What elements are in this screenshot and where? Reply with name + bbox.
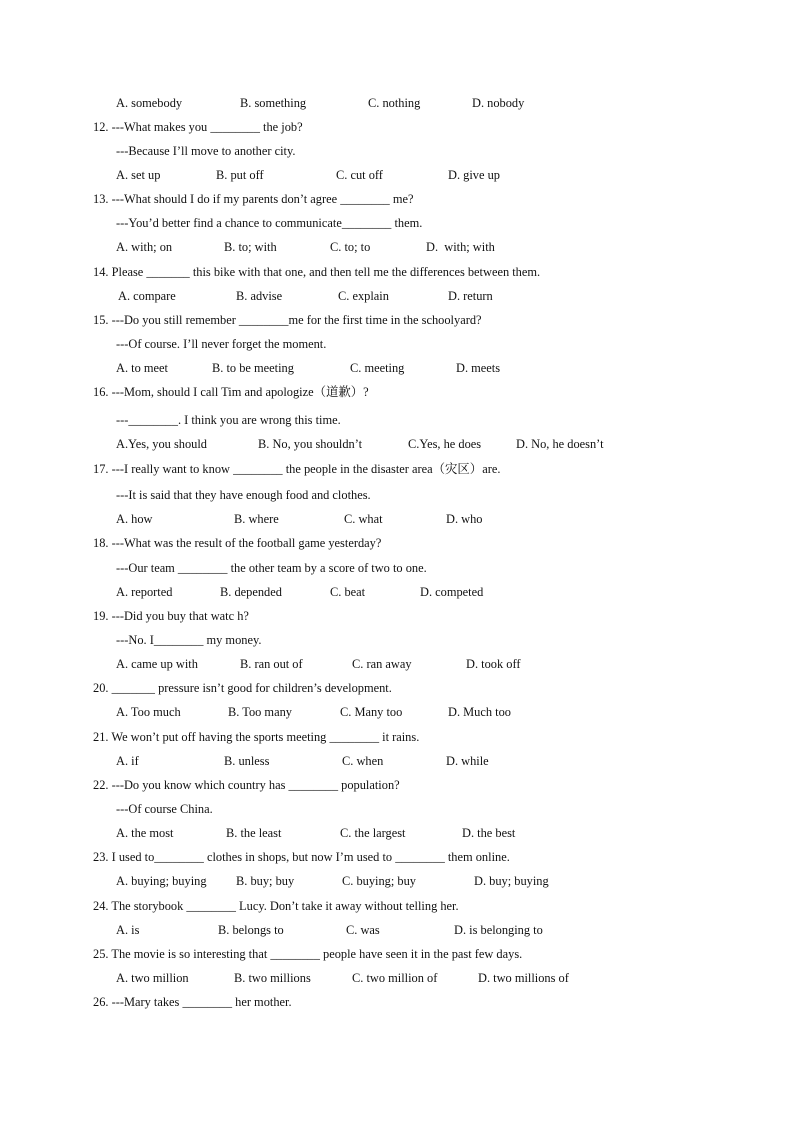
q18-option-b: B. depended bbox=[220, 585, 282, 599]
q25-text: The movie is so interesting that ________ people have seen it in the past few days. bbox=[111, 947, 523, 961]
q14-text: Please _______ this bike with that one, and then tell me the differences between them. bbox=[111, 265, 541, 279]
q15-option-b: B. to be meeting bbox=[212, 361, 294, 375]
q19-option-b: B. ran out of bbox=[240, 657, 303, 671]
q24-stem bbox=[93, 898, 459, 914]
q12-option-c: C. cut off bbox=[336, 168, 383, 182]
q15-option-d: D. meets bbox=[456, 361, 501, 375]
q15-option-a: A. to meet bbox=[116, 361, 168, 375]
q13-option-d: D. with; with bbox=[426, 240, 495, 254]
q20-option-a: A. Too much bbox=[116, 705, 181, 719]
q17-option-c: C. what bbox=[344, 512, 383, 526]
q11-option-a: A. somebody bbox=[116, 96, 183, 110]
q19-reply: ---No. I________ my money. bbox=[116, 633, 262, 647]
q13-reply: ---You’d better find a chance to communicate________ them. bbox=[116, 216, 423, 230]
q17-option-d: D. who bbox=[446, 512, 483, 526]
q23-number: 23. bbox=[93, 850, 109, 864]
q25-stem bbox=[93, 946, 522, 962]
q21-option-a: A. if bbox=[116, 754, 139, 768]
q14-stem bbox=[93, 264, 540, 280]
q18-reply: ---Our team ________ the other team by a score of two to one. bbox=[116, 561, 427, 575]
q18-option-d: D. competed bbox=[420, 585, 484, 599]
q11-option-b: B. something bbox=[240, 96, 307, 110]
q17-text: ---I really want to know ________ the people in the disaster area（灾区）are. bbox=[111, 462, 501, 476]
q21-option-b: B. unless bbox=[224, 754, 270, 768]
q11-option-d: D. nobody bbox=[472, 96, 525, 110]
q12-text: ---What makes you ________ the job? bbox=[111, 120, 303, 134]
q21-number: 21. bbox=[93, 730, 109, 744]
q15-reply: ---Of course. I’ll never forget the moment. bbox=[116, 337, 327, 351]
q24-option-c: C. was bbox=[346, 923, 380, 937]
q12-option-a: A. set up bbox=[116, 168, 161, 182]
q17-reply: ---It is said that they have enough food and clothes. bbox=[116, 488, 371, 502]
q24-option-a: A. is bbox=[116, 923, 140, 937]
q25-option-d: D. two millions of bbox=[478, 971, 569, 985]
q25-number: 25. bbox=[93, 947, 109, 961]
q22-option-a: A. the most bbox=[116, 826, 174, 840]
q22-stem bbox=[93, 777, 400, 793]
q13-text: ---What should I do if my parents don’t agree ________ me? bbox=[111, 192, 414, 206]
q20-option-d: D. Much too bbox=[448, 705, 511, 719]
q15-option-c: C. meeting bbox=[350, 361, 405, 375]
q13-option-b: B. to; with bbox=[224, 240, 277, 254]
q17-number: 17. bbox=[93, 462, 109, 476]
q20-stem bbox=[93, 680, 392, 696]
q11-option-c: C. nothing bbox=[368, 96, 421, 110]
q15-number: 15. bbox=[93, 313, 109, 327]
q14-option-b: B. advise bbox=[236, 289, 283, 303]
q24-option-d: D. is belonging to bbox=[454, 923, 543, 937]
q16-option-b: B. No, you shouldn’t bbox=[258, 437, 363, 451]
q23-text: I used to________ clothes in shops, but now I’m used to ________ them online. bbox=[111, 850, 510, 864]
q12-reply: ---Because I’ll move to another city. bbox=[116, 144, 296, 158]
q19-option-d: D. took off bbox=[466, 657, 521, 671]
q16-option-c: C.Yes, he does bbox=[408, 437, 482, 451]
q16-text: ---Mom, should I call Tim and apologize（道歉）? bbox=[111, 385, 369, 399]
q24-text: The storybook ________ Lucy. Don’t take it away without telling her. bbox=[111, 899, 459, 913]
q26-number: 26. bbox=[93, 995, 109, 1009]
q21-text: We won’t put off having the sports meeting ________ it rains. bbox=[111, 730, 420, 744]
q22-option-b: B. the least bbox=[226, 826, 282, 840]
q18-option-c: C. beat bbox=[330, 585, 366, 599]
q26-text: ---Mary takes ________ her mother. bbox=[111, 995, 292, 1009]
q19-option-c: C. ran away bbox=[352, 657, 412, 671]
q19-number: 19. bbox=[93, 609, 109, 623]
q12-stem bbox=[93, 119, 303, 135]
q23-option-a: A. buying; buying bbox=[116, 874, 207, 888]
q12-option-d: D. give up bbox=[448, 168, 500, 182]
q22-option-c: C. the largest bbox=[340, 826, 406, 840]
q16-option-d: D. No, he doesn’t bbox=[516, 437, 604, 451]
q25-option-c: C. two million of bbox=[352, 971, 438, 985]
q16-reply: ---________. I think you are wrong this time. bbox=[116, 413, 341, 427]
q20-number: 20. bbox=[93, 681, 109, 695]
q25-option-a: A. two million bbox=[116, 971, 189, 985]
q19-stem bbox=[93, 608, 249, 624]
q20-option-c: C. Many too bbox=[340, 705, 403, 719]
q20-option-b: B. Too many bbox=[228, 705, 292, 719]
q15-stem bbox=[93, 312, 482, 328]
q14-option-d: D. return bbox=[448, 289, 493, 303]
q13-option-c: C. to; to bbox=[330, 240, 371, 254]
q22-option-d: D. the best bbox=[462, 826, 516, 840]
q14-number: 14. bbox=[93, 265, 109, 279]
q17-option-b: B. where bbox=[234, 512, 279, 526]
q23-option-b: B. buy; buy bbox=[236, 874, 295, 888]
q16-option-a: A.Yes, you should bbox=[116, 437, 207, 451]
q21-option-c: C. when bbox=[342, 754, 384, 768]
q22-text: ---Do you know which country has ________ population? bbox=[111, 778, 400, 792]
q13-option-a: A. with; on bbox=[116, 240, 173, 254]
q19-text: ---Did you buy that watc h? bbox=[111, 609, 249, 623]
q16-number: 16. bbox=[93, 385, 109, 399]
q18-text: ---What was the result of the football game yesterday? bbox=[111, 536, 382, 550]
q18-number: 18. bbox=[93, 536, 109, 550]
q14-option-a: A. compare bbox=[118, 289, 176, 303]
q14-option-c: C. explain bbox=[338, 289, 389, 303]
q22-number: 22. bbox=[93, 778, 109, 792]
q19-option-a: A. came up with bbox=[116, 657, 198, 671]
q16-stem bbox=[93, 384, 369, 400]
q20-text: _______ pressure isn’t good for children’s development. bbox=[111, 681, 392, 695]
q17-stem bbox=[93, 461, 500, 477]
q25-option-b: B. two millions bbox=[234, 971, 311, 985]
q22-reply: ---Of course China. bbox=[116, 802, 213, 816]
q18-stem bbox=[93, 535, 381, 551]
q24-number: 24. bbox=[93, 899, 109, 913]
q23-option-d: D. buy; buying bbox=[474, 874, 549, 888]
q18-option-a: A. reported bbox=[116, 585, 173, 599]
q23-option-c: C. buying; buy bbox=[342, 874, 417, 888]
q26-stem bbox=[93, 994, 292, 1010]
q13-number: 13. bbox=[93, 192, 109, 206]
q12-number: 12. bbox=[93, 120, 109, 134]
q15-text: ---Do you still remember ________me for the first time in the schoolyard? bbox=[111, 313, 482, 327]
q12-option-b: B. put off bbox=[216, 168, 264, 182]
q21-stem bbox=[93, 729, 419, 745]
q21-option-d: D. while bbox=[446, 754, 489, 768]
q17-option-a: A. how bbox=[116, 512, 153, 526]
q24-option-b: B. belongs to bbox=[218, 923, 284, 937]
q23-stem bbox=[93, 849, 510, 865]
q13-stem bbox=[93, 191, 414, 207]
